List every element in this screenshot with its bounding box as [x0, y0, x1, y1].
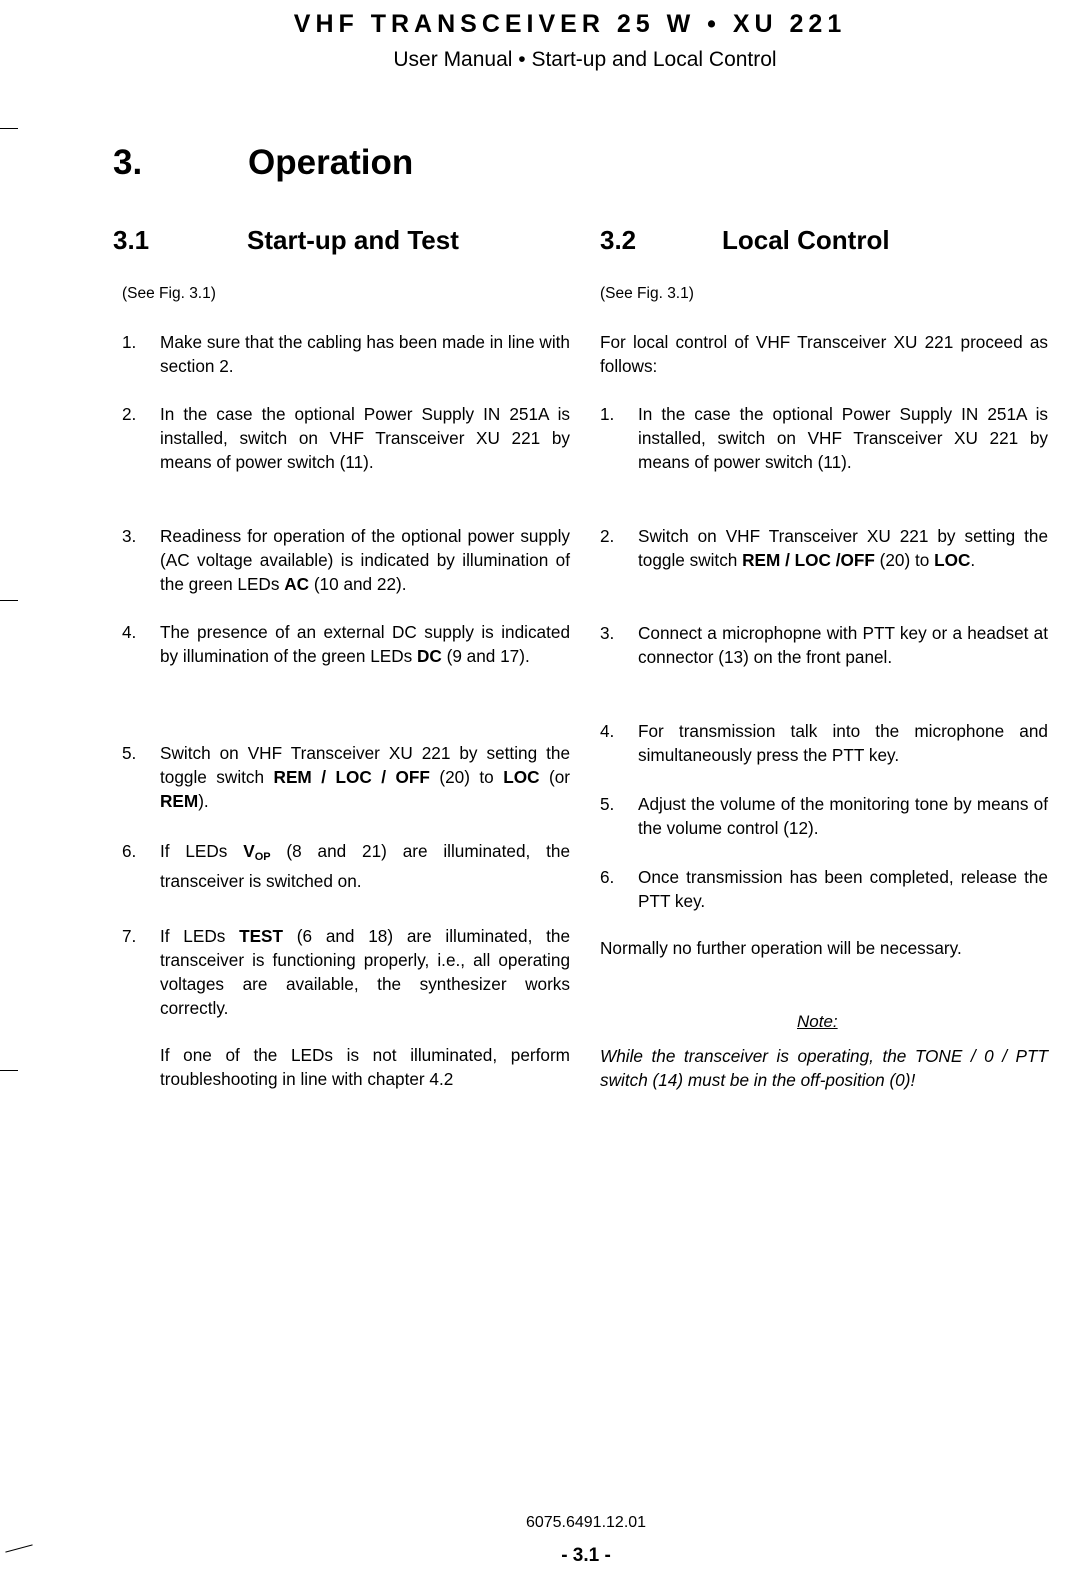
step-text: Make sure that the cabling has been made in line with section 2.	[160, 332, 570, 376]
bold-term: LOC	[503, 767, 540, 787]
right-step-item	[600, 865, 1048, 913]
step-text: If LEDs	[160, 926, 240, 946]
step-number: 7.	[122, 926, 137, 946]
left-step-item	[122, 741, 570, 813]
step-text: Once transmission has been completed, release the PTT key.	[638, 867, 1048, 911]
step-number: 2.	[600, 526, 615, 546]
section-number-left: 3.1	[113, 225, 150, 255]
bold-term: V	[243, 841, 255, 861]
left-step-item	[122, 524, 570, 596]
figure-reference-left: (See Fig. 3.1)	[122, 285, 216, 302]
step-number: 1.	[600, 404, 615, 424]
step-text: The presence of an external DC supply is indicated by illumination of the green LEDs	[160, 622, 570, 666]
document-title: VHF TRANSCEIVER 25 W • XU 221	[293, 10, 847, 38]
figure-reference-right: (See Fig. 3.1)	[600, 285, 694, 302]
step-text: Switch on VHF Transceiver XU 221 by setting the toggle switch	[638, 526, 1048, 570]
document-subtitle: User Manual • Start-up and Local Control	[393, 48, 777, 71]
step-number: 3.	[600, 623, 615, 643]
chapter-title: Operation	[248, 143, 414, 182]
step-text: (8 and 21) are illuminated, the transceiver is switched on.	[160, 841, 571, 891]
note-text: While the transceiver is operating, the TONE / 0 / PTT switch (14) must be in the off-position (0)!	[600, 1046, 1048, 1090]
step-text: (or	[539, 767, 570, 787]
step-number: 3.	[122, 526, 137, 546]
step-number: 2.	[122, 404, 137, 424]
step-number: 6.	[600, 867, 615, 887]
step-text: In the case the optional Power Supply IN 251A is installed, switch on VHF Transceiver XU 221 by means of power switch (11).	[638, 404, 1048, 472]
step-number: 5.	[600, 794, 615, 814]
left-step-item	[122, 330, 570, 378]
step-text: Adjust the volume of the monitoring tone by means of the volume control (12).	[638, 794, 1048, 838]
step-text: (20) to	[429, 767, 504, 787]
step-text: For transmission talk into the microphone and simultaneously press the PTT key.	[638, 721, 1048, 765]
step-text: If one of the LEDs is not illuminated, perform troubleshooting in line with chapter 4.2	[160, 1045, 570, 1089]
step-text: Readiness for operation of the optional power supply (AC voltage available) is indicated by illumination of the green LEDs	[160, 526, 570, 594]
left-step-item	[122, 620, 570, 668]
step-text: ).	[198, 791, 209, 811]
section-title-left: Start-up and Test	[247, 225, 459, 255]
document-number: 6075.6491.12.01	[525, 1514, 647, 1531]
step-text: (9 and 17).	[441, 646, 530, 666]
step-text: .	[970, 550, 976, 570]
step-text: Switch on VHF Transceiver XU 221 by setting the toggle switch	[160, 743, 570, 787]
step-number: 4.	[122, 622, 137, 642]
step-text: Connect a microphopne with PTT key or a headset at connector (13) on the front panel.	[638, 623, 1048, 667]
closing-paragraph: Normally no further operation will be necessary.	[600, 938, 962, 958]
step-number: 4.	[600, 721, 615, 741]
bold-term: REM / LOC / OFF	[273, 767, 430, 787]
bold-term: REM	[160, 791, 199, 811]
bold-term: AC	[284, 574, 310, 594]
right-step-item	[600, 621, 1048, 669]
subscript: OP	[254, 851, 271, 863]
scan-mark	[0, 1070, 18, 1071]
right-step-item	[600, 792, 1048, 840]
step-text: If LEDs	[160, 841, 244, 861]
step-text: In the case the optional Power Supply IN 251A is installed, switch on VHF Transceiver XU 221 by means of power switch (11).	[160, 404, 570, 472]
step-text: (20) to	[874, 550, 935, 570]
step-number: 5.	[122, 743, 137, 763]
bold-term: LOC	[934, 550, 971, 570]
bold-term: DC	[417, 646, 442, 666]
note-label: Note:	[797, 1012, 838, 1031]
chapter-number: 3.	[113, 143, 143, 182]
left-step-item	[122, 839, 571, 893]
right-step-item	[600, 402, 1048, 474]
step-text: (10 and 22).	[309, 574, 407, 594]
section-number-right: 3.2	[600, 225, 637, 255]
left-step-item	[160, 1043, 570, 1091]
right-step-item	[600, 524, 1048, 572]
intro-paragraph: For local control of VHF Transceiver XU 221 proceed as follows:	[600, 332, 1048, 376]
bold-term: REM / LOC /OFF	[742, 550, 875, 570]
left-step-item	[122, 924, 571, 1020]
scan-mark	[0, 600, 18, 601]
step-number: 6.	[122, 841, 137, 861]
left-step-item	[122, 402, 570, 474]
step-text: (6 and 18) are illuminated, the transceiver is functioning properly, i.e., all operating voltages are available, the synthesizer works correctly.	[160, 926, 571, 1018]
step-number: 1.	[122, 332, 137, 352]
right-step-item	[600, 719, 1048, 767]
page-number: - 3.1 -	[561, 1545, 611, 1566]
bold-term: TEST	[239, 926, 284, 946]
section-title-right: Local Control	[722, 225, 890, 255]
scan-mark	[0, 128, 18, 129]
